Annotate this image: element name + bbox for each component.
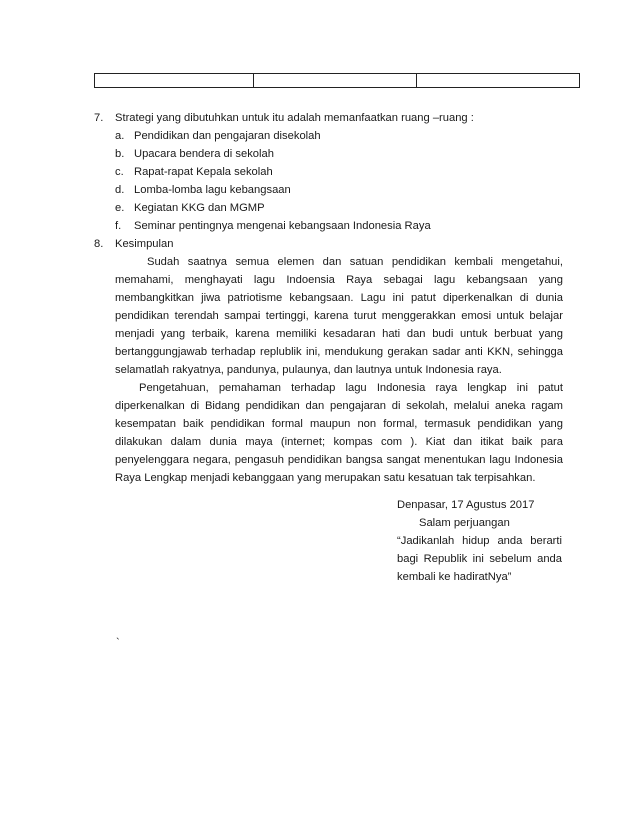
paragraph-2-line: dilakukan dalam dunia maya (internet; kompas com ). Kiat dan itikat baik para — [115, 436, 563, 448]
subitem-letter: e. — [115, 202, 125, 214]
table-row — [95, 74, 580, 88]
paragraph-2-line: kesempatan baik pendidikan formal maupun non formal, termasuk pendidikan yang — [115, 418, 563, 430]
table-cell — [254, 74, 417, 88]
paragraph-2-line: penyelenggara negara, pengasuh pendidikan bangsa sangat menentukan lagu Indonesia — [115, 454, 563, 466]
paragraph-1-line: membangkitkan jiwa patriotisme kebangsaan. Lagu ini patut diperkenalkan di dunia — [115, 292, 563, 304]
subitem-letter: a. — [115, 130, 125, 142]
subitem-text: Lomba-lomba lagu kebangsaan — [134, 184, 291, 196]
stray-mark: ` — [116, 637, 120, 649]
signature-place-date: Denpasar, 17 Agustus 2017 — [397, 499, 535, 511]
item-8-heading: Kesimpulan — [115, 238, 174, 250]
paragraph-1-line: Sudah saatnya semua elemen dan satuan pendidikan kembali mengetahui, — [147, 256, 563, 268]
item-7-text: Strategi yang dibutuhkan untuk itu adalah memanfaatkan ruang –ruang : — [115, 112, 474, 124]
subitem-text: Rapat-rapat Kepala sekolah — [134, 166, 273, 178]
subitem-letter: d. — [115, 184, 125, 196]
subitem-text: Seminar pentingnya mengenai kebangsaan Indonesia Raya — [134, 220, 431, 232]
paragraph-2-line: diperkenalkan di Bidang pendidikan dan pengajaran di sekolah, melalui aneka ragam — [115, 400, 563, 412]
empty-table-row — [94, 73, 580, 88]
paragraph-1-line: menjadi yang terbaik, karena memiliki kesadaran hati dan budi untuk berbuat yang — [115, 328, 563, 340]
subitem-text: Pendidikan dan pengajaran disekolah — [134, 130, 321, 142]
signature-quote-line: kembali ke hadiratNya” — [397, 571, 512, 583]
paragraph-1-line: pendidikan terendah sampai tertinggi, karena turut menggerakkan emosi untuk belajar — [115, 310, 563, 322]
subitem-text: Upacara bendera di sekolah — [134, 148, 274, 160]
paragraph-1-line: selamatlah rakyatnya, pandunya, pulaunya, dan lautnya untuk Indonesia raya. — [115, 364, 502, 376]
paragraph-2-line: Raya Lengkap menjadi kebanggaan yang merupakan satu kesatuan tak terpisahkan. — [115, 472, 536, 484]
subitem-letter: c. — [115, 166, 124, 178]
item-8-number: 8. — [94, 238, 104, 250]
paragraph-1-line: memahami, menghayati lagu Indoensia Raya sebagai lagu kebangsaan yang — [115, 274, 563, 286]
item-7-number: 7. — [94, 112, 104, 124]
signature-greeting: Salam perjuangan — [419, 517, 510, 529]
subitem-letter: b. — [115, 148, 125, 160]
signature-quote-line: “Jadikanlah hidup anda berarti — [397, 535, 562, 547]
paragraph-1-line: bertanggungjawab terhadap replublik ini, mendukung gerakan sadar anti KKN, sehingga — [115, 346, 563, 358]
table-cell — [95, 74, 254, 88]
subitem-text: Kegiatan KKG dan MGMP — [134, 202, 265, 214]
paragraph-2-line: Pengetahuan, pemahaman terhadap lagu Indonesia raya lengkap ini patut — [139, 382, 563, 394]
subitem-letter: f. — [115, 220, 122, 232]
table-cell — [417, 74, 580, 88]
signature-quote-line: bagi Republik ini sebelum anda — [397, 553, 562, 565]
